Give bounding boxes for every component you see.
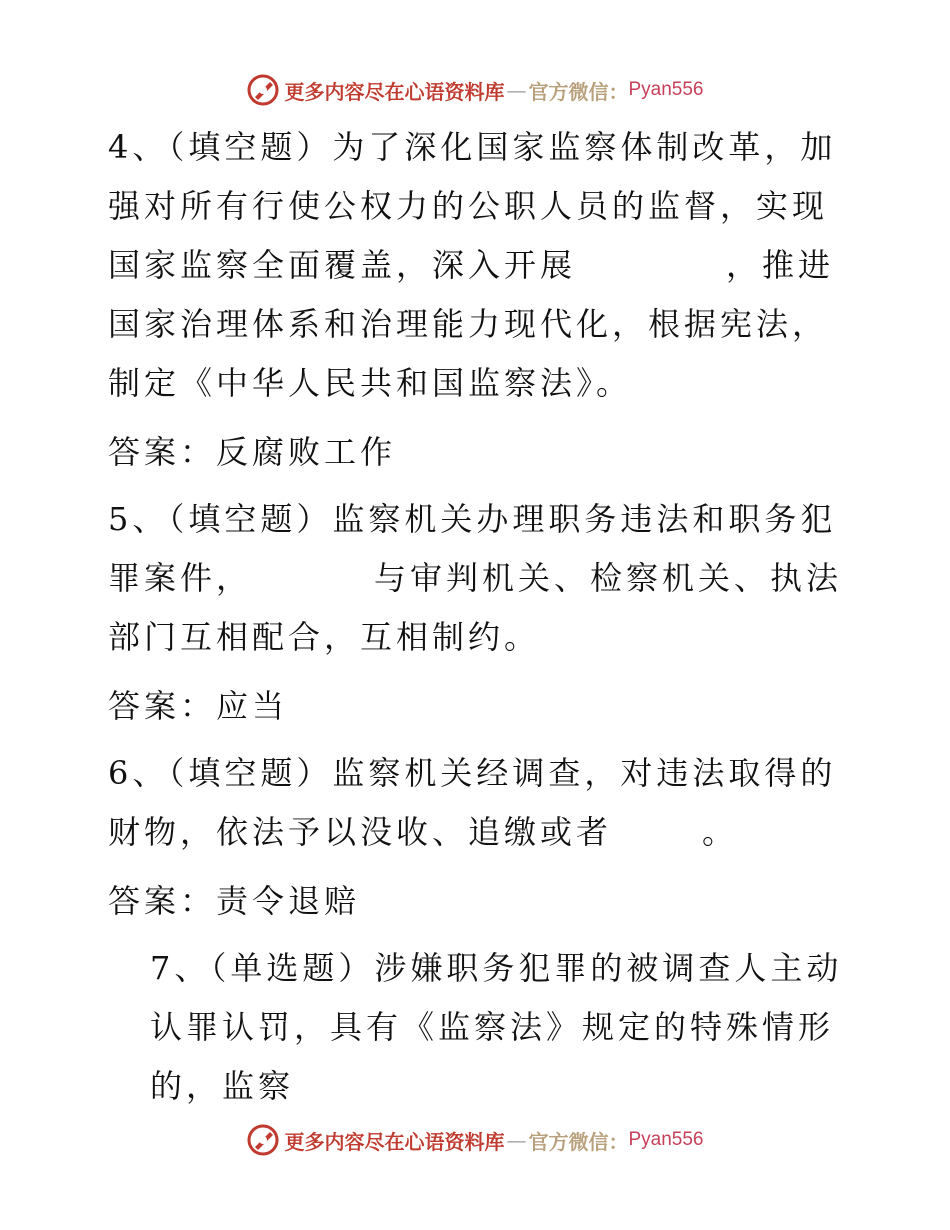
banner-wechat-id: Pyan556 [628, 79, 704, 100]
question-4 [98, 118, 858, 413]
header-banner [0, 70, 950, 110]
banner-title: 更多内容尽在心语资料库 [284, 1129, 505, 1154]
question-5-answer: 答案：应当 [108, 687, 289, 725]
banner-dash: — [506, 78, 527, 102]
footer-banner [0, 1120, 950, 1160]
question-4-text-part1: 4、（填空题）为了深化国家监察体制改革，加强对所有行使公权力的公职人员的监督，实现国家监察全面覆盖，深入开展 [108, 128, 837, 284]
question-4-text-part2: ，推进国家治理体系和治理能力现代化，根据宪法，制定《中华人民共和国监察法》。 [108, 246, 835, 402]
question-6 [98, 744, 858, 862]
question-7: 7、（单选题）涉嫌职务犯罪的被调查人主动认罪认罚，具有《监察法》规定的特殊情形的，监察 [150, 949, 843, 1105]
question-4-answer: 答案：反腐败工作 [108, 433, 397, 471]
banner-official-label: 官方微信： [528, 1129, 629, 1154]
brand-logo-icon [246, 73, 280, 107]
question-5-text-part1: 5、（填空题）监察机关办理职务违法和职务犯罪案件， [108, 500, 837, 597]
banner-wechat-id: Pyan556 [628, 1129, 704, 1150]
banner-dash: — [506, 1128, 527, 1152]
banner-title: 更多内容尽在心语资料库 [284, 79, 505, 104]
question-5 [98, 490, 858, 667]
question-6-text-part1: 6、（填空题）监察机关经调查，对违法取得的财物，依法予以没收、追缴或者 [108, 754, 837, 851]
question-5-text-part2: 与审判机关、检察机关、执法部门互相配合，互相制约。 [108, 559, 843, 656]
brand-logo-icon [246, 1123, 280, 1157]
question-6-text-part2: 。 [702, 813, 739, 851]
question-6-answer: 答案：责令退赔 [108, 882, 361, 920]
document-body [98, 118, 858, 1126]
banner-official-label: 官方微信： [528, 79, 629, 104]
